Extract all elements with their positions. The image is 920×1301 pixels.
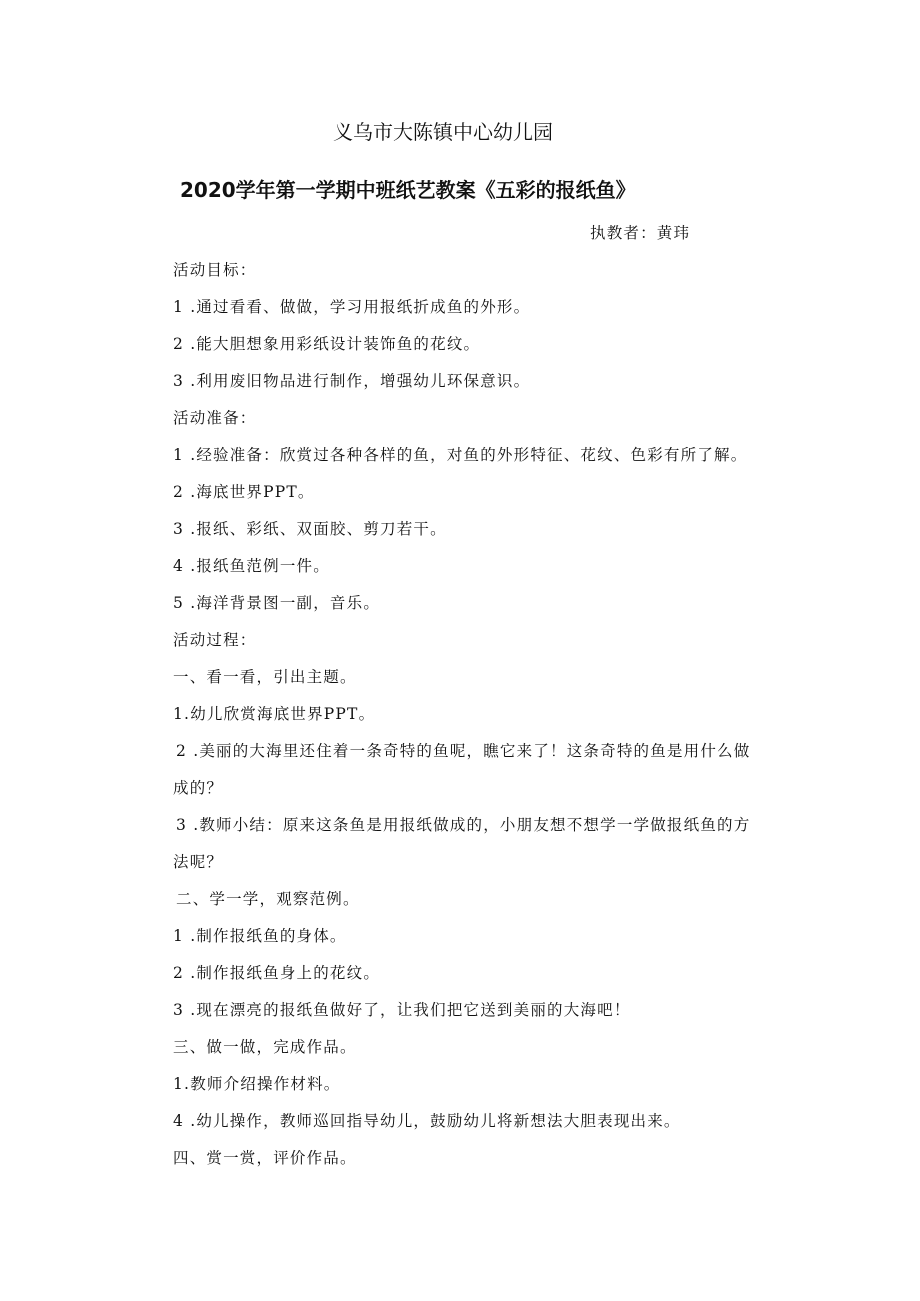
author-line: 执教者：黄玮 (590, 224, 691, 242)
text-line: 1 .制作报纸鱼的身体。 (173, 927, 347, 945)
text-line: 活动目标： (173, 261, 257, 279)
text-line: 3 .现在漂亮的报纸鱼做好了，让我们把它送到美丽的大海吧！ (173, 1001, 631, 1019)
text-line: 3 .报纸、彩纸、双面胶、剪刀若干。 (173, 520, 447, 538)
text-line: 四、赏一赏，评价作品。 (173, 1149, 357, 1167)
school-name: 义乌市大陈镇中心幼儿园 (333, 120, 553, 144)
text-line: 2 .制作报纸鱼身上的花纹。 (173, 964, 381, 982)
text-line: 三、做一做，完成作品。 (173, 1038, 357, 1056)
text-line: 4 .幼儿操作，教师巡回指导幼儿，鼓励幼儿将新想法大胆表现出来。 (173, 1112, 681, 1130)
text-line: 1 .通过看看、做做，学习用报纸折成鱼的外形。 (173, 298, 531, 316)
text-line: 1.幼儿欣赏海底世界PPT。 (173, 705, 376, 723)
text-line: 3 .教师小结：原来这条鱼是用报纸做成的，小朋友想不想学一学做报纸鱼的方 (176, 816, 751, 834)
text-line: 1.教师介绍操作材料。 (173, 1075, 341, 1093)
text-line: 二、学一学，观察范例。 (176, 890, 360, 908)
text-line: 法呢？ (173, 853, 224, 871)
text-line: 2 .美丽的大海里还住着一条奇特的鱼呢，瞧它来了！这条奇特的鱼是用什么做 (176, 742, 751, 760)
text-line: 4 .报纸鱼范例一件。 (173, 557, 330, 575)
text-line: 3 .利用废旧物品进行制作，增强幼儿环保意识。 (173, 372, 531, 390)
text-line: 1 .经验准备：欣赏过各种各样的鱼，对鱼的外形特征、花纹、色彩有所了解。 (173, 446, 748, 464)
lesson-title: 2020学年第一学期中班纸艺教案《五彩的报纸鱼》 (180, 178, 636, 202)
text-line: 2 .海底世界PPT。 (173, 483, 315, 501)
text-line: 成的？ (173, 779, 224, 797)
text-line: 一、看一看，引出主题。 (173, 668, 357, 686)
text-line: 活动准备： (173, 409, 257, 427)
text-line: 活动过程： (173, 631, 257, 649)
text-line: 2 .能大胆想象用彩纸设计装饰鱼的花纹。 (173, 335, 481, 353)
text-line: 5 .海洋背景图一副，音乐。 (173, 594, 381, 612)
